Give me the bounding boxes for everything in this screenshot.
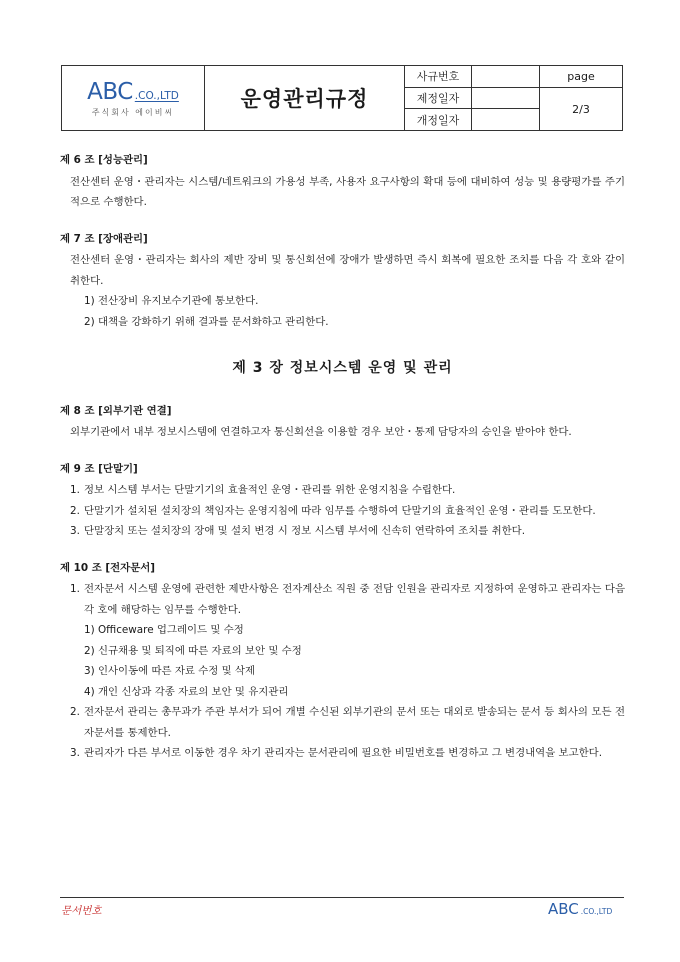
footer-logo — [548, 900, 612, 918]
item-number: 3. — [70, 747, 80, 759]
field-row-enactment-date — [405, 88, 539, 110]
list-item — [60, 480, 625, 501]
item-number: 2. — [70, 706, 80, 718]
article-text: 전산센터 운영・관리자는 시스템/네트워크의 가용성 부족, 사용자 요구사항의 확대 등에 대비하여 성능 및 용량평가를 주기적으로 수행한다. — [70, 175, 625, 208]
sub-list-item: 1) Officeware 업그레이드 및 수정 — [84, 624, 244, 636]
logo-text: ABC — [87, 78, 133, 105]
page-number: 2/3 — [572, 102, 590, 116]
article-9 — [60, 459, 625, 542]
list-item: 1) 전산장비 유지보수기관에 통보한다. — [84, 295, 259, 307]
item-number: 2. — [70, 504, 80, 517]
field-row-regulation-number — [405, 66, 539, 88]
article-6 — [60, 150, 625, 213]
article-10 — [60, 558, 625, 764]
item-text: 단말기가 설치된 설치장의 책임자는 운영지침에 따라 임무를 수행하여 단말기의 효율적인 운영・관리를 도모한다. — [84, 504, 596, 517]
item-text: 단말장치 또는 설치장의 장애 및 설치 변경 시 정보 시스템 부서에 신속히 연락하여 조치를 취한다. — [84, 525, 525, 537]
footer-doc-number: 문서번호 — [61, 905, 102, 917]
sub-list-item: 2) 신규채용 및 퇴직에 따른 자료의 보안 및 수정 — [84, 644, 302, 657]
footer-logo-text: ABC — [548, 900, 579, 918]
article-text: 외부기관에서 내부 정보시스템에 연결하고자 통신회선을 이용할 경우 보안・통제 담당자의 승인을 받아야 한다. — [70, 426, 572, 438]
sub-list-item: 4) 개인 신상과 각종 자료의 보안 및 유지관리 — [84, 685, 289, 698]
page-label: page — [540, 66, 622, 88]
article-heading: 제 9 조 [단말기] — [60, 462, 138, 475]
item-text: 전자문서 관리는 총무과가 주관 부서가 되어 개별 수신된 외부기관의 문서 또는 대외로 발송되는 문서 등 회사의 모든 전자문서를 통제한다. — [84, 706, 625, 739]
document-title: 운영관리규정 — [205, 66, 405, 130]
field-value — [472, 88, 539, 109]
item-number: 1. — [70, 484, 80, 496]
footer-logo-suffix: .CO.,LTD — [580, 907, 613, 916]
field-value — [472, 66, 539, 87]
logo-company-name: 주식회사 에이비씨 — [91, 107, 175, 117]
item-number: 1. — [70, 583, 80, 595]
item-number: 3. — [70, 525, 80, 537]
list-item — [60, 579, 625, 620]
numbered-list — [60, 480, 625, 542]
company-logo — [62, 66, 205, 130]
field-row-revision-date — [405, 109, 539, 130]
field-label: 사규번호 — [405, 66, 472, 87]
chapter-heading: 제 3 장 정보시스템 운영 및 관리 — [232, 360, 453, 376]
header-fields — [405, 66, 540, 130]
article-heading: 제 8 조 [외부기관 연결] — [60, 404, 172, 417]
page-indicator — [540, 66, 622, 130]
article-8 — [60, 401, 625, 443]
list-item: 2) 대책을 강화하기 위해 결과를 문서화하고 관리한다. — [84, 315, 329, 328]
item-text: 전자문서 시스템 운영에 관련한 제반사항은 전자계산소 직원 중 전담 인원을 관리자로 지정하여 운영하고 관리자는 다음 각 호에 해당하는 임무를 수행한다. — [84, 583, 625, 616]
list-item — [60, 743, 625, 764]
article-text: 전산센터 운영・관리자는 회사의 제반 장비 및 통신회선에 장애가 발생하면 즉시 회복에 필요한 조치를 다음 각 호와 같이 취한다. — [70, 254, 625, 287]
item-text: 정보 시스템 부서는 단말기기의 효율적인 운영・관리를 위한 운영지침을 수립한다. — [84, 484, 456, 496]
document-body — [60, 150, 625, 780]
field-label: 개정일자 — [405, 109, 472, 130]
list-item — [60, 501, 625, 522]
list-item — [60, 521, 625, 542]
logo-suffix: .CO.,LTD — [134, 89, 179, 102]
article-heading: 제 6 조 [성능관리] — [60, 154, 148, 166]
article-heading: 제 10 조 [전자문서] — [60, 561, 156, 574]
article-heading: 제 7 조 [장애관리] — [60, 232, 148, 245]
document-header-table — [61, 65, 623, 131]
field-label: 제정일자 — [405, 88, 472, 109]
article-7 — [60, 229, 625, 333]
footer-divider — [60, 897, 624, 898]
sub-list-item: 3) 인사이동에 따른 자료 수정 및 삭제 — [84, 665, 256, 677]
list-item — [60, 702, 625, 743]
sub-list — [60, 620, 625, 702]
numbered-list — [60, 579, 625, 764]
item-text: 관리자가 다른 부서로 이동한 경우 차기 관리자는 문서관리에 필요한 비밀번호를 변경하고 그 변경내역을 보고한다. — [84, 747, 602, 759]
field-value — [472, 109, 539, 130]
